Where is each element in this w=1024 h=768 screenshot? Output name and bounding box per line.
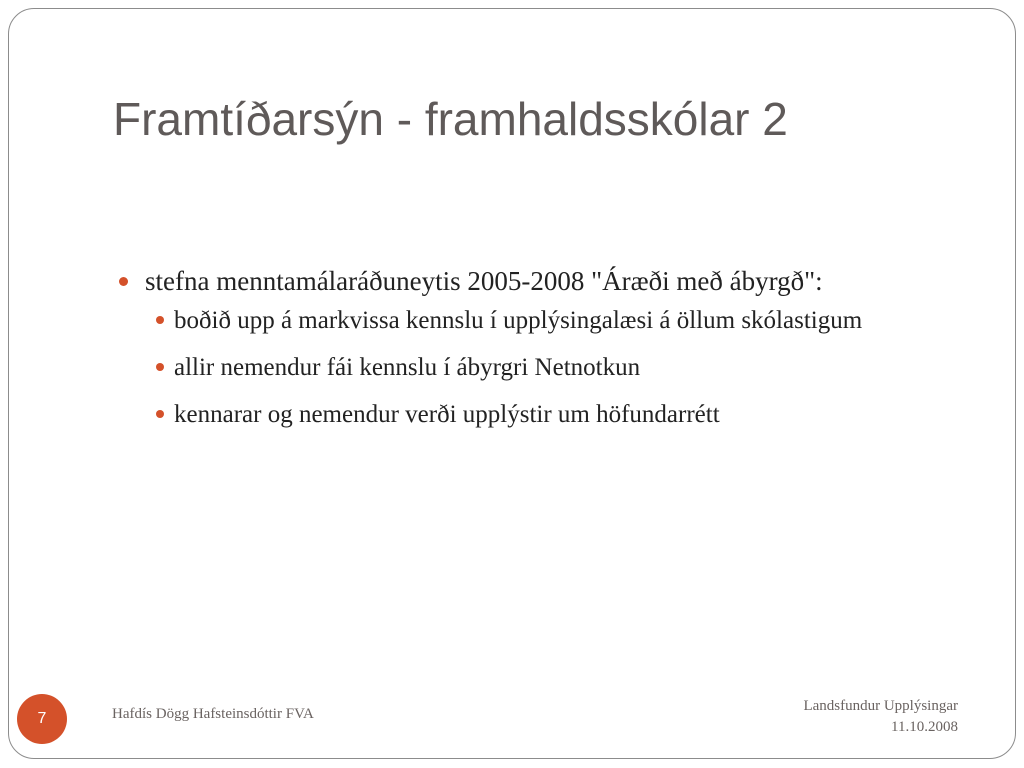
bullet-dot-icon: [156, 316, 164, 324]
slide-title: Framtíðarsýn - framhaldsskólar 2: [113, 93, 788, 145]
bullet-text: stefna menntamálaráðuneytis 2005-2008 "Áræði með ábyrgð":: [145, 266, 823, 296]
bullet-text: kennarar og nemendur verði upplýstir um höfundarrétt: [174, 401, 720, 428]
bullet-level2: [113, 349, 903, 386]
page-number-badge: 7: [17, 694, 67, 744]
footer-event-date: 11.10.2008: [891, 719, 958, 735]
bullet-dot-icon: [119, 277, 128, 286]
bullet-level2: [113, 396, 903, 433]
bullet-dot-icon: [156, 410, 164, 418]
bullet-level1: [113, 262, 903, 300]
footer-event: [803, 696, 958, 738]
bullet-text: boðið upp á markvissa kennslu í upplýsingalæsi á öllum skólastigum: [174, 307, 863, 334]
bullet-text: allir nemendur fái kennslu í ábyrgri Netnotkun: [174, 354, 641, 381]
bullet-dot-icon: [156, 363, 164, 371]
bullet-level2: [113, 302, 903, 339]
footer-event-name: Landsfundur Upplýsingar: [803, 698, 958, 714]
slide-body: [113, 262, 903, 433]
footer-author: Hafdís Dögg Hafsteinsdóttir FVA: [112, 706, 314, 722]
